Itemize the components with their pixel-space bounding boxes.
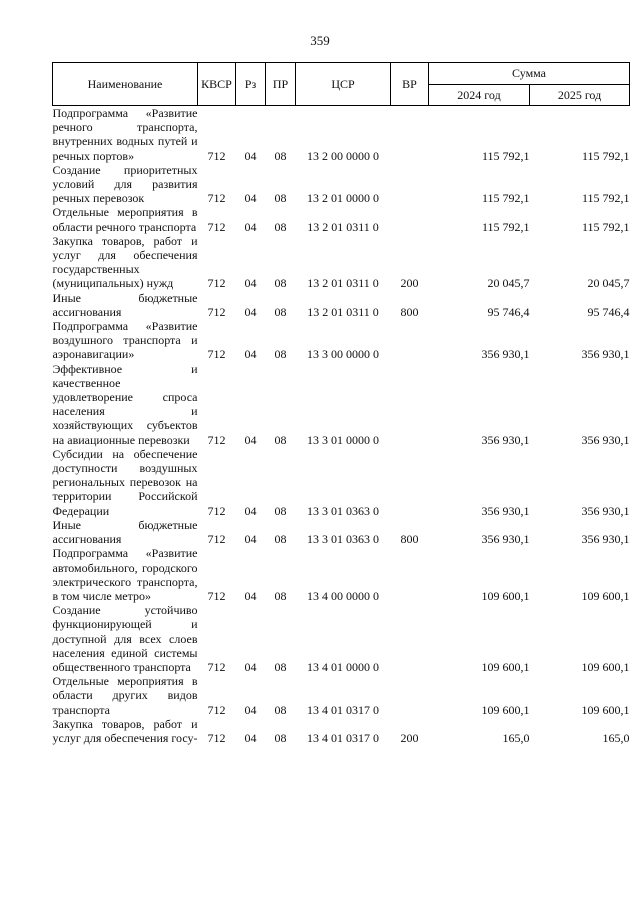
row-rz: 04 xyxy=(244,702,257,717)
row-kvsr: 712 xyxy=(207,659,226,674)
row-csr: 13 3 01 0000 0 xyxy=(307,432,379,447)
table-row xyxy=(53,319,630,362)
header-kvsr: КВСР xyxy=(198,63,236,106)
row-pr: 08 xyxy=(274,659,287,674)
row-vr xyxy=(391,205,429,233)
row-name: Иные бюджетные ассигнования xyxy=(52,517,198,547)
row-kvsr: 712 xyxy=(207,219,226,234)
row-sum-2025: 109 600,1 xyxy=(581,702,630,717)
row-csr: 13 2 01 0311 0 xyxy=(307,304,379,319)
row-csr: 13 4 00 0000 0 xyxy=(307,588,379,603)
row-rz: 04 xyxy=(244,347,257,362)
row-vr: 200 xyxy=(400,730,419,745)
row-pr: 08 xyxy=(274,276,287,291)
row-csr: 13 2 01 0311 0 xyxy=(307,276,379,291)
row-sum-2025: 20 045,7 xyxy=(587,276,630,291)
row-rz: 04 xyxy=(244,304,257,319)
row-sum-2025: 95 746,4 xyxy=(587,304,630,319)
row-pr: 08 xyxy=(274,347,287,362)
header-csr: ЦСР xyxy=(296,63,391,106)
row-sum-2024: 115 792,1 xyxy=(481,191,530,206)
row-sum-2025: 115 792,1 xyxy=(581,191,630,206)
row-csr: 13 2 01 0000 0 xyxy=(307,191,379,206)
row-sum-2025: 115 792,1 xyxy=(581,148,630,163)
row-sum-2024: 165,0 xyxy=(502,730,530,745)
row-name: Создание приоритетных условий для развития речных перевозок xyxy=(52,162,198,206)
row-csr: 13 4 01 0317 0 xyxy=(307,730,379,745)
row-kvsr: 712 xyxy=(207,148,226,163)
row-vr: 800 xyxy=(400,532,419,547)
table-row xyxy=(53,674,630,717)
row-csr: 13 3 01 0363 0 xyxy=(307,503,379,518)
row-pr: 08 xyxy=(274,432,287,447)
table-row xyxy=(53,518,630,546)
row-sum-2024: 115 792,1 xyxy=(481,148,530,163)
table-row xyxy=(53,234,630,291)
row-sum-2024: 356 930,1 xyxy=(481,432,530,447)
table-row xyxy=(53,447,630,518)
row-sum-2025: 109 600,1 xyxy=(581,659,630,674)
row-vr: 200 xyxy=(400,276,419,291)
row-sum-2025: 115 792,1 xyxy=(581,219,630,234)
row-kvsr: 712 xyxy=(207,588,226,603)
row-kvsr: 712 xyxy=(207,191,226,206)
header-pr: ПР xyxy=(266,63,296,106)
row-rz: 04 xyxy=(244,276,257,291)
row-name: Подпрограмма «Развитие речного транспорта, внутренних водных путей и речных портов» xyxy=(52,106,198,163)
row-csr: 13 3 01 0363 0 xyxy=(307,532,379,547)
row-rz: 04 xyxy=(244,588,257,603)
row-rz: 04 xyxy=(244,191,257,206)
row-pr: 08 xyxy=(274,148,287,163)
row-sum-2025: 109 600,1 xyxy=(581,588,630,603)
row-vr xyxy=(391,319,429,362)
row-csr: 13 4 01 0317 0 xyxy=(307,702,379,717)
row-kvsr: 712 xyxy=(207,276,226,291)
row-kvsr: 712 xyxy=(207,532,226,547)
row-pr: 08 xyxy=(274,532,287,547)
row-kvsr: 712 xyxy=(207,432,226,447)
header-year-2025: 2025 год xyxy=(530,84,630,106)
table-body xyxy=(53,106,630,746)
header-rz: Рз xyxy=(236,63,266,106)
row-pr: 08 xyxy=(274,191,287,206)
row-pr: 08 xyxy=(274,304,287,319)
row-vr xyxy=(391,362,429,447)
row-vr: 800 xyxy=(400,304,419,319)
row-sum-2024: 356 930,1 xyxy=(481,532,530,547)
row-name: Субсидии на обеспечение доступности воздушных региональных перевозок на территории Российской Федерации xyxy=(52,446,198,518)
row-pr: 08 xyxy=(274,219,287,234)
header-year-2024: 2024 год xyxy=(429,84,530,106)
row-sum-2025: 356 930,1 xyxy=(581,347,630,362)
row-name: Закупка товаров, работ и услуг для обеспечения госу- xyxy=(52,716,198,745)
row-kvsr: 712 xyxy=(207,347,226,362)
table-row xyxy=(53,106,630,163)
row-rz: 04 xyxy=(244,659,257,674)
row-name: Отдельные мероприятия в области речного транспорта xyxy=(52,205,198,234)
row-rz: 04 xyxy=(244,730,257,745)
row-rz: 04 xyxy=(244,532,257,547)
table-row xyxy=(53,362,630,447)
row-sum-2025: 356 930,1 xyxy=(581,503,630,518)
row-pr: 08 xyxy=(274,702,287,717)
row-name: Эффективное и качественное удовлетворение спроса населения и хозяйствующих субъектов на авиационные перевозки xyxy=(52,361,198,447)
row-name: Подпрограмма «Развитие автомобильного, городского электрического транспорта, в том числе метро» xyxy=(52,546,198,603)
row-sum-2024: 356 930,1 xyxy=(481,347,530,362)
row-sum-2025: 356 930,1 xyxy=(581,432,630,447)
table-row xyxy=(53,163,630,206)
row-sum-2025: 356 930,1 xyxy=(581,532,630,547)
row-vr xyxy=(391,603,429,674)
table-header xyxy=(53,63,630,106)
row-kvsr: 712 xyxy=(207,304,226,319)
row-vr xyxy=(391,674,429,717)
row-pr: 08 xyxy=(274,588,287,603)
row-rz: 04 xyxy=(244,503,257,518)
header-sum: Сумма xyxy=(429,63,630,85)
row-vr xyxy=(391,163,429,206)
row-rz: 04 xyxy=(244,219,257,234)
page-number: 359 xyxy=(310,33,330,48)
row-name: Иные бюджетные ассигнования xyxy=(52,290,198,319)
budget-table xyxy=(52,62,630,745)
row-pr: 08 xyxy=(274,730,287,745)
table-row xyxy=(53,546,630,603)
row-sum-2024: 115 792,1 xyxy=(481,219,530,234)
row-csr: 13 3 00 0000 0 xyxy=(307,347,379,362)
row-rz: 04 xyxy=(244,148,257,163)
row-name: Создание устойчиво функционирующей и доступной для всех слоев населения единой системы общественного транспорта xyxy=(52,603,198,674)
row-pr: 08 xyxy=(274,503,287,518)
header-vr: ВР xyxy=(391,63,429,106)
row-kvsr: 712 xyxy=(207,503,226,518)
row-sum-2024: 109 600,1 xyxy=(481,588,530,603)
table-row xyxy=(53,291,630,319)
table-row xyxy=(53,205,630,233)
row-sum-2025: 165,0 xyxy=(602,730,630,745)
row-rz: 04 xyxy=(244,432,257,447)
row-name: Закупка товаров, работ и услуг для обеспечения государственных (муниципальных) нужд xyxy=(52,233,198,291)
row-csr: 13 2 01 0311 0 xyxy=(307,219,379,234)
row-csr: 13 4 01 0000 0 xyxy=(307,659,379,674)
row-sum-2024: 109 600,1 xyxy=(481,659,530,674)
row-sum-2024: 356 930,1 xyxy=(481,503,530,518)
row-vr xyxy=(391,447,429,518)
row-csr: 13 2 00 0000 0 xyxy=(307,148,379,163)
table-row xyxy=(53,717,630,745)
row-kvsr: 712 xyxy=(207,730,226,745)
row-kvsr: 712 xyxy=(207,702,226,717)
row-name: Отдельные мероприятия в области других видов транспорта xyxy=(52,674,198,717)
row-sum-2024: 95 746,4 xyxy=(487,304,530,319)
row-vr xyxy=(391,546,429,603)
row-vr xyxy=(391,106,429,163)
header-name: Наименование xyxy=(53,63,198,106)
table-row xyxy=(53,603,630,674)
row-sum-2024: 20 045,7 xyxy=(487,276,530,291)
row-sum-2024: 109 600,1 xyxy=(481,702,530,717)
row-name: Подпрограмма «Развитие воздушного транспорта и аэронавигации» xyxy=(52,319,198,362)
